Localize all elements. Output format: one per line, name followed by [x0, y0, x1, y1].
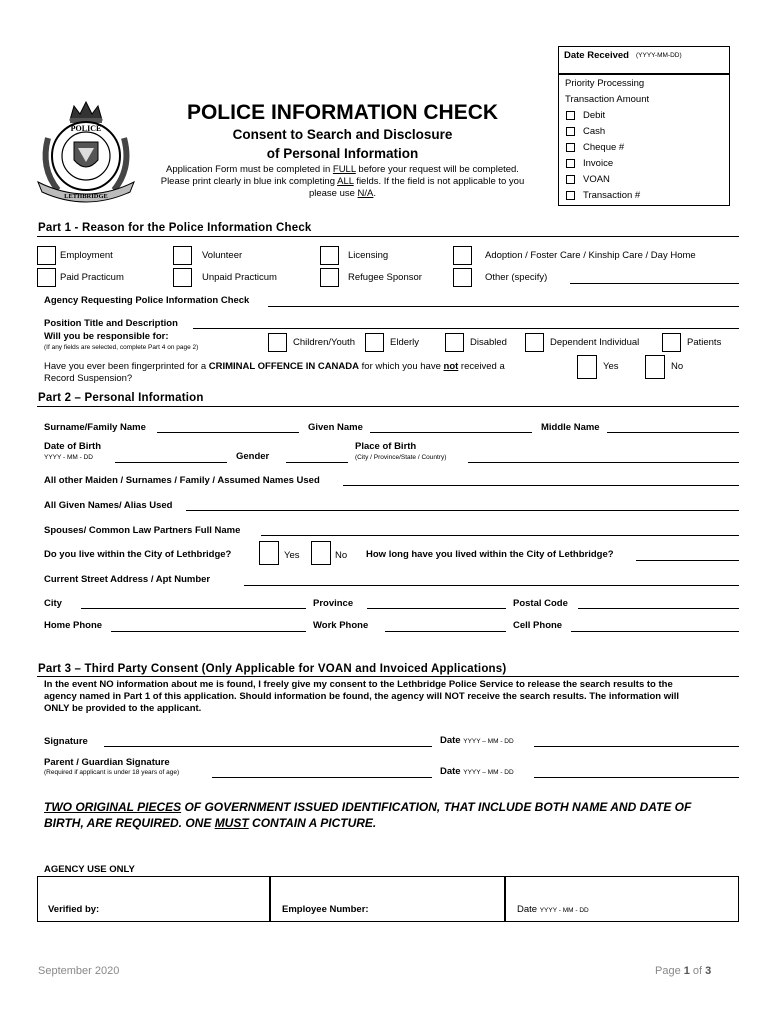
responsible-note: (If any fields are selected, complete Part 4 on page 2) — [44, 344, 199, 351]
address-field[interactable] — [244, 585, 739, 586]
employee-number-label: Employee Number: — [282, 904, 369, 915]
reason-checkbox[interactable] — [320, 268, 339, 287]
city-field[interactable] — [81, 608, 306, 609]
city-label: City — [44, 598, 62, 609]
instruction-line1: Application Form must be completed in FULL before your request will be completed. — [166, 164, 519, 175]
reason-label: Unpaid Practicum — [202, 272, 277, 283]
id-notice-line1: TWO ORIGINAL PIECES OF GOVERNMENT ISSUED IDENTIFICATION, THAT INCLUDE BOTH NAME AND DATE OF — [44, 800, 692, 814]
part3-divider — [37, 676, 739, 677]
agency-use-table — [37, 876, 739, 922]
office-option-checkbox[interactable] — [566, 191, 575, 200]
guardian-signature-field[interactable] — [212, 777, 432, 778]
reason-label: Refugee Sponsor — [348, 272, 422, 283]
how-long-label: How long have you lived within the City of Lethbridge? — [366, 549, 614, 560]
responsible-checkbox[interactable] — [268, 333, 287, 352]
page-title: POLICE INFORMATION CHECK — [186, 101, 499, 124]
live-in-city-label: Do you live within the City of Lethbridge? — [44, 549, 232, 560]
maiden-names-label: All other Maiden / Surnames / Family / Assumed Names Used — [44, 475, 320, 486]
province-label: Province — [313, 598, 354, 609]
instruction-line2: Please print clearly in blue ink completing ALL fields. If the field is not applicable to you — [160, 176, 525, 187]
office-option-label: Transaction # — [583, 190, 641, 201]
reason-label: Licensing — [348, 250, 389, 261]
agency-use-heading: AGENCY USE ONLY — [44, 864, 135, 875]
id-notice-line2: BIRTH, ARE REQUIRED. ONE MUST CONTAIN A PICTURE. — [44, 816, 377, 830]
agency-requesting-label: Agency Requesting Police Information Check — [44, 295, 250, 306]
pob-format: (City / Province/State / Country) — [355, 454, 447, 461]
office-option-label: VOAN — [583, 174, 610, 185]
crest-bottom-text: LETHBRIDGE — [64, 193, 108, 200]
date-received-box — [558, 46, 730, 74]
reason-label: Paid Practicum — [60, 272, 124, 283]
cell-phone-label: Cell Phone — [513, 620, 563, 631]
home-phone-label: Home Phone — [44, 620, 103, 631]
live-in-city-yes-checkbox[interactable] — [259, 541, 279, 565]
pob-label: Place of Birth — [355, 441, 417, 452]
police-crest-logo — [34, 98, 138, 206]
responsible-checkbox[interactable] — [662, 333, 681, 352]
pob-field[interactable] — [468, 462, 739, 463]
reason-label: Volunteer — [202, 250, 243, 261]
part1-heading: Part 1 - Reason for the Police Information Check — [38, 222, 312, 234]
office-processing-box — [558, 74, 730, 206]
part3-heading: Part 3 – Third Party Consent (Only Applicable for VOAN and Invoiced Applications) — [38, 663, 507, 675]
responsible-option-label: Disabled — [470, 337, 507, 348]
alias-label: All Given Names/ Alias Used — [44, 500, 173, 511]
middle-name-label: Middle Name — [541, 422, 600, 433]
given-name-field[interactable] — [370, 432, 532, 433]
signature-label: Signature — [44, 736, 88, 747]
responsible-option-label: Dependent Individual — [550, 337, 640, 348]
office-option-label: Cheque # — [583, 142, 625, 153]
reason-checkbox[interactable] — [453, 246, 472, 265]
spouses-field[interactable] — [261, 535, 739, 536]
part2-divider — [37, 406, 739, 407]
fingerprint-question-line1: Have you ever been fingerprinted for a CRIMINAL OFFENCE IN CANADA for which you have not received a — [44, 361, 505, 372]
signature-field[interactable] — [104, 746, 432, 747]
page-number: Page 1 of 3 — [655, 965, 712, 977]
maiden-names-field[interactable] — [343, 485, 739, 486]
signature-date-label: Date YYYY – MM - DD — [440, 735, 514, 746]
guardian-signature-label: Parent / Guardian Signature — [44, 757, 170, 768]
office-option-checkbox[interactable] — [566, 159, 575, 168]
reason-label: Adoption / Foster Care / Kinship Care / Day Home — [485, 250, 696, 261]
live-in-city-yes-label: Yes — [284, 550, 300, 561]
fingerprint-yes-label: Yes — [603, 361, 619, 372]
agency-requesting-field[interactable] — [268, 306, 739, 307]
office-option-label: Invoice — [583, 158, 614, 169]
office-option-checkbox[interactable] — [566, 143, 575, 152]
reason-checkbox[interactable] — [453, 268, 472, 287]
reason-label: Employment — [60, 250, 113, 261]
guardian-date-label: Date YYYY – MM - DD — [440, 766, 514, 777]
agency-date-label: Date YYYY - MM - DD — [517, 904, 589, 915]
responsible-option-label: Elderly — [390, 337, 420, 348]
fingerprint-no-checkbox[interactable] — [645, 355, 665, 379]
office-option-checkbox[interactable] — [566, 127, 575, 136]
fingerprint-question-line2: Record Suspension? — [44, 373, 133, 384]
live-in-city-no-checkbox[interactable] — [311, 541, 331, 565]
other-specify-field[interactable] — [570, 283, 739, 284]
responsible-checkbox[interactable] — [365, 333, 384, 352]
reason-label: Other (specify) — [485, 272, 548, 283]
dob-format: YYYY - MM - DD — [44, 454, 93, 461]
office-option-label: Cash — [583, 126, 606, 137]
surname-label: Surname/Family Name — [44, 422, 146, 433]
fingerprint-no-label: No — [671, 361, 684, 372]
responsible-checkbox[interactable] — [445, 333, 464, 352]
subtitle-line1: Consent to Search and Disclosure — [232, 127, 453, 142]
office-option-checkbox[interactable] — [566, 175, 575, 184]
work-phone-label: Work Phone — [313, 620, 369, 631]
work-phone-field[interactable] — [385, 631, 506, 632]
footer-date: September 2020 — [38, 965, 120, 977]
instruction-line3: please use N/A. — [308, 188, 377, 199]
priority-processing-label: Priority Processing — [565, 78, 645, 89]
responsible-option-label: Patients — [687, 337, 722, 348]
how-long-field[interactable] — [636, 560, 739, 561]
date-received-label: Date Received — [564, 50, 629, 61]
reason-checkbox[interactable] — [173, 246, 192, 265]
live-in-city-no-label: No — [335, 550, 348, 561]
office-option-label: Debit — [583, 110, 606, 121]
transaction-amount-label: Transaction Amount — [565, 94, 650, 105]
dob-field[interactable] — [115, 462, 227, 463]
gender-field[interactable] — [286, 462, 348, 463]
postal-code-label: Postal Code — [513, 598, 568, 609]
surname-field[interactable] — [157, 432, 299, 433]
crest-top-text: POLICE — [70, 124, 102, 133]
home-phone-field[interactable] — [111, 631, 306, 632]
middle-name-field[interactable] — [607, 432, 739, 433]
responsible-checkbox[interactable] — [525, 333, 544, 352]
responsible-label: Will you be responsible for: — [44, 331, 169, 342]
dob-label: Date of Birth — [44, 441, 101, 452]
reason-checkbox[interactable] — [37, 246, 56, 265]
reason-checkbox[interactable] — [173, 268, 192, 287]
postal-code-field[interactable] — [578, 608, 739, 609]
verified-by-label: Verified by: — [48, 904, 100, 915]
province-field[interactable] — [367, 608, 506, 609]
address-label: Current Street Address / Apt Number — [44, 574, 211, 585]
consent-text-line2: agency named in Part 1 of this application. Should information be found, the agency will NOT receive the search results. The information will — [44, 691, 680, 702]
subtitle-line2: of Personal Information — [266, 146, 419, 161]
guardian-date-field[interactable] — [534, 777, 739, 778]
part2-heading: Part 2 – Personal Information — [38, 392, 204, 404]
agency-divider-2 — [504, 877, 506, 921]
position-title-field[interactable] — [193, 328, 739, 329]
alias-field[interactable] — [186, 510, 739, 511]
reason-checkbox[interactable] — [37, 268, 56, 287]
date-received-format: (YYYY-MM-DD) — [636, 52, 682, 59]
given-name-label: Given Name — [308, 422, 363, 433]
spouses-label: Spouses/ Common Law Partners Full Name — [44, 525, 241, 536]
consent-text-line3: ONLY be provided to the applicant. — [44, 703, 202, 714]
responsible-option-label: Children/Youth — [293, 337, 355, 348]
cell-phone-field[interactable] — [571, 631, 739, 632]
fingerprint-yes-checkbox[interactable] — [577, 355, 597, 379]
reason-checkbox[interactable] — [320, 246, 339, 265]
agency-divider-1 — [269, 877, 271, 921]
part1-divider — [37, 236, 739, 237]
signature-date-field[interactable] — [534, 746, 739, 747]
gender-label: Gender — [236, 451, 270, 462]
office-option-checkbox[interactable] — [566, 111, 575, 120]
consent-text-line1: In the event NO information about me is found, I freely give my consent to the Lethbridge Police Service to release the search results to the — [44, 679, 673, 690]
guardian-signature-note: (Required if applicant is under 18 years of age) — [44, 769, 180, 776]
position-title-label: Position Title and Description — [44, 318, 178, 329]
